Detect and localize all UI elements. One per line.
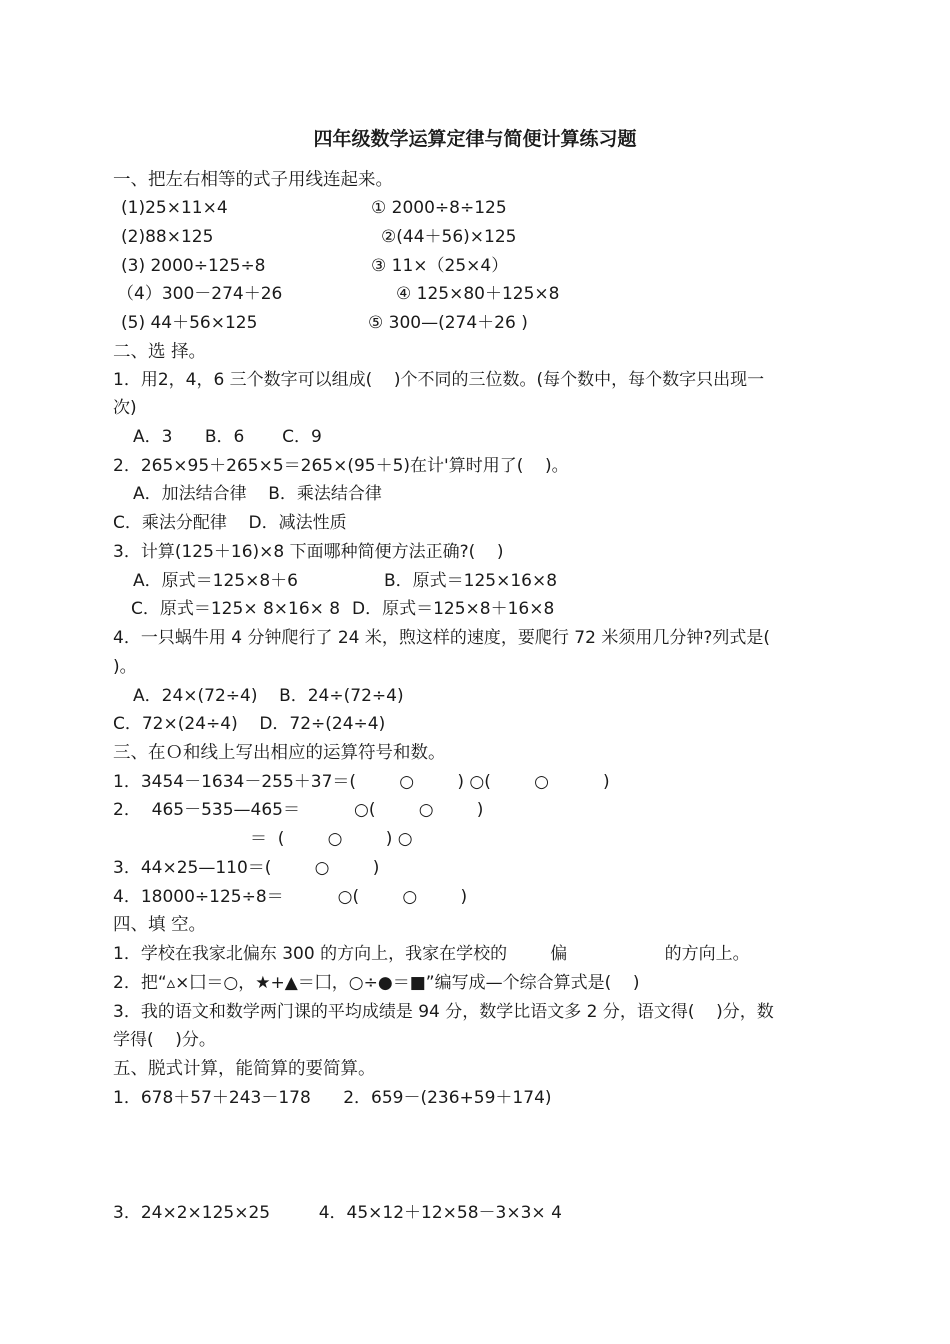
left-expression-3: (3) 2000÷125÷8 [121,256,266,276]
section2-heading: 二、选 择。 [113,342,207,362]
q4-2: 2．把“▵×囗＝○，★+▲＝囗，○÷●＝■”编写成—个综合算式是( ) [113,973,640,993]
q3-3: 3．44×25—110＝( ○ ) [113,858,380,878]
q2-3-stem: 3．计算(125＋16)×8 下面哪种简便方法正确?( ) [113,542,504,562]
q2-3-option-b: B．原式＝125×16×8 [384,571,558,591]
q4-1: 1．学校在我家北偏东 300 的方向上，我家在学校的 偏 的方向上。 [113,944,750,964]
q3-4: 4．18000÷125÷8＝ ○( ○ ) [113,887,468,907]
right-expression-5: ⑤ 300—(274＋26 ) [368,313,528,333]
right-expression-1: ① 2000÷8÷125 [371,198,507,218]
section3-heading: 三、在Ｏ和线上写出相应的运算符号和数。 [113,743,446,763]
q2-1-line2: 次) [113,398,137,418]
q2-3-option-a: A．原式＝125×8＋6 [133,571,298,591]
section5-heading: 五、脱式计算，能简算的要简算。 [113,1059,376,1079]
q2-2-options1: A．加法结合律 B．乘法结合律 [133,484,382,504]
left-expression-1: (1)25×11×4 [121,198,228,218]
q5-row1: 1．678＋57＋243－178 2．659－(236+59＋174) [113,1088,552,1108]
q5-row2: 3．24×2×125×25 4．45×12＋12×58－3×3× 4 [113,1203,562,1223]
right-expression-2: ②(44＋56)×125 [381,227,517,247]
left-expression-5: (5) 44＋56×125 [121,313,258,333]
q3-2-line2: ＝ ( ○ ) ○ [250,829,413,849]
section1-heading: 一、把左右相等的式子用线连起来。 [113,170,393,190]
q2-4-options2: C．72×(24÷4) D．72÷(24÷4) [113,714,386,734]
q2-1-options: A．3 B．6 C．9 [133,427,322,447]
q4-3-line1: 3．我的语文和数学两门课的平均成绩是 94 分，数学比语文多 2 分，语文得( )分，数 [113,1002,774,1022]
right-expression-4: ④ 125×80＋125×8 [396,284,560,304]
right-expression-3: ③ 11×（25×4） [371,256,509,276]
q2-4-options1: A．24×(72÷4) B．24÷(72÷4) [133,686,404,706]
q2-4-line2: )。 [113,657,137,677]
left-expression-2: (2)88×125 [121,227,214,247]
q2-2-options2: C．乘法分配律 D．减法性质 [113,513,347,533]
q3-1: 1．3454－1634－255＋37＝( ○ ) ○( ○ ) [113,772,610,792]
q2-4-line1: 4．一只蜗牛用 4 分钟爬行了 24 米，煦这样的速度，要爬行 72 米须用几分钟?列式是( [113,628,770,648]
left-expression-4: （4）300－274＋26 [117,284,283,304]
q2-3-option-c: C．原式＝125× 8×16× 8 [131,599,341,619]
page-title: 四年级数学运算定律与简便计算练习题 [313,128,637,150]
q2-3-option-d: D．原式＝125×8＋16×8 [352,599,555,619]
q4-3-line2: 学得( )分。 [113,1030,216,1050]
q2-2-stem: 2．265×95＋265×5＝265×(95＋5)在计'算时用了( )。 [113,456,569,476]
section4-heading: 四、填 空。 [113,915,207,935]
q2-1-line1: 1．用2，4，6 三个数字可以组成( )个不同的三位数。(每个数中，每个数字只出现一 [113,370,765,390]
q3-2-line1: 2． 465－535—465＝ ○( ○ ) [113,800,484,820]
